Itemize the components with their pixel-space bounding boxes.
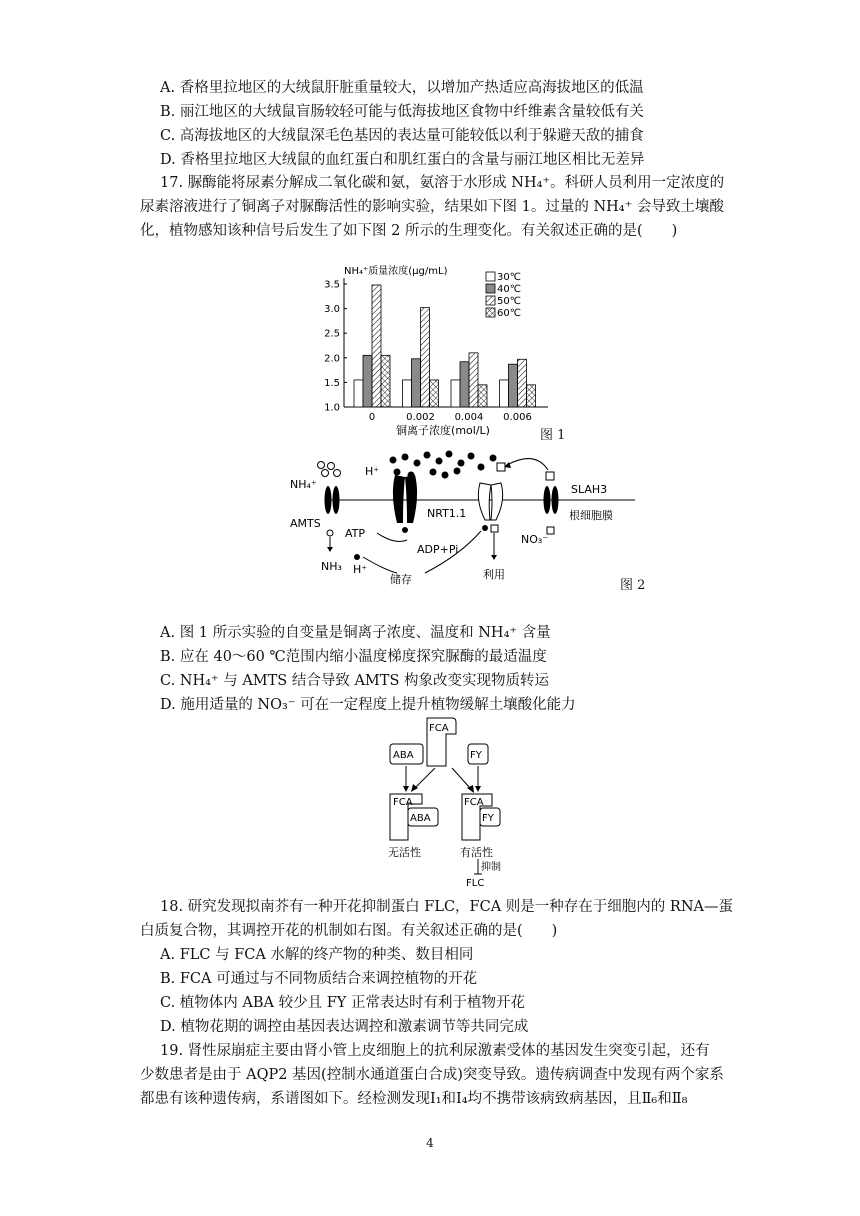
use-label: 利用 bbox=[483, 568, 505, 581]
nrt-label: NRT1.1 bbox=[427, 507, 467, 520]
chart-y-tick-label: 2.0 bbox=[324, 353, 340, 365]
amts-label: AMTS bbox=[290, 517, 321, 530]
chart-bar bbox=[500, 380, 509, 407]
chart-legend-label: 30℃ bbox=[497, 272, 521, 283]
chart-x-tick-label: 0 bbox=[368, 412, 376, 423]
chart-y-tick-label: 1.0 bbox=[324, 402, 340, 414]
q17-stem-line-2: 尿素溶液进行了铜离子对脲酶活性的影响实验，结果如下图 1。过量的 NH₄⁺ 会导致土壤酸 bbox=[140, 199, 724, 215]
chart-bar bbox=[412, 359, 421, 407]
q18-option-b: B. FCA 可通过与不同物质结合来调控植物的开花 bbox=[160, 971, 478, 987]
chart-x-tick-label: 0.002 bbox=[406, 412, 435, 423]
q17-option-a: A. 图 1 所示实验的自变量是铜离子浓度、温度和 NH₄⁺ 含量 bbox=[160, 625, 551, 641]
chart-bar bbox=[460, 362, 469, 407]
chart-bar bbox=[469, 353, 478, 407]
atp-label: ATP bbox=[345, 527, 366, 540]
h-inner-label: H⁺ bbox=[353, 563, 368, 576]
chart-legend-swatch bbox=[486, 272, 495, 281]
aba-bound-label: ABA bbox=[410, 813, 431, 824]
figure-2-label: 图 2 bbox=[620, 578, 646, 593]
no3-label: NO₃⁻ bbox=[521, 533, 549, 546]
chart-bar bbox=[478, 385, 487, 407]
q19-stem-line-1: 19. 肾性尿崩症主要由肾小管上皮细胞上的抗利尿激素受体的基因发生突变引起，还有 bbox=[160, 1043, 710, 1059]
nh4-label: NH₄⁺ bbox=[290, 478, 317, 491]
chart-bar bbox=[527, 385, 536, 407]
chart-legend-swatch bbox=[486, 308, 495, 317]
q17-option-d: D. 施用适量的 NO₃⁻ 可在一定程度上提升植物缓解土壤酸化能力 bbox=[160, 697, 576, 713]
chart-y-axis-label: NH₄⁺质量浓度(μg/mL) bbox=[344, 266, 448, 277]
chart-legend-label: 40℃ bbox=[497, 284, 521, 295]
q16-option-c: C. 高海拔地区的大绒鼠深毛色基因的表达量可能较低以利于躲避天敌的捕食 bbox=[160, 128, 644, 144]
chart-bar bbox=[363, 355, 372, 407]
q17-option-c: C. NH₄⁺ 与 AMTS 结合导致 AMTS 构象改变实现物质转运 bbox=[160, 673, 549, 689]
q18-stem-line-1: 18. 研究发现拟南芥有一种开花抑制蛋白 FLC，FCA 则是一种存在于细胞内的 RNA—蛋 bbox=[160, 899, 733, 915]
adp-label: ADP+Pi bbox=[417, 543, 459, 556]
chart-legend-label: 50℃ bbox=[497, 296, 521, 307]
active-label: 有活性 bbox=[460, 846, 493, 859]
h-plus-label: H⁺ bbox=[365, 465, 380, 478]
q18-option-a: A. FLC 与 FCA 水解的终产物的种类、数目相同 bbox=[160, 947, 474, 963]
nh3-label: NH₃ bbox=[321, 560, 342, 573]
chart-bar bbox=[354, 380, 363, 407]
page-number: 4 bbox=[426, 1136, 434, 1150]
fca-top-label: FCA bbox=[429, 723, 449, 734]
chart-legend-swatch bbox=[486, 296, 495, 305]
fca-inactive-label: FCA bbox=[393, 797, 413, 808]
q18-stem-line-2: 白质复合物，其调控开花的机制如右图。有关叙述正确的是( ) bbox=[140, 923, 558, 939]
q18-option-d: D. 植物花期的调控由基因表达调控和激素调节等共同完成 bbox=[160, 1019, 529, 1035]
inhibit-label: 抑制 bbox=[481, 862, 501, 873]
q17-option-b: B. 应在 40～60 ℃范围内缩小温度梯度探究脲酶的最适温度 bbox=[160, 649, 547, 665]
figure-1-bar-chart bbox=[300, 262, 600, 442]
q18-option-c: C. 植物体内 ABA 较少且 FY 正常表达时有利于植物开花 bbox=[160, 995, 525, 1011]
fy-bound-label: FY bbox=[482, 813, 494, 824]
fca-active-label: FCA bbox=[464, 797, 484, 808]
slah3-label: SLAH3 bbox=[571, 483, 608, 496]
chart-bar bbox=[509, 364, 518, 407]
inactive-label: 无活性 bbox=[388, 846, 421, 859]
chart-legend-swatch bbox=[486, 284, 495, 293]
chart-bar bbox=[430, 380, 439, 407]
chart-bar bbox=[451, 380, 460, 407]
chart-x-tick-label: 0.004 bbox=[454, 412, 484, 423]
q17-stem-line-3: 化，植物感知该种信号后发生了如下图 2 所示的生理变化。有关叙述正确的是( ) bbox=[140, 223, 678, 239]
chart-x-tick-label: 0.006 bbox=[503, 412, 532, 423]
chart-y-tick-label: 1.5 bbox=[324, 377, 340, 389]
aba-top-label: ABA bbox=[393, 750, 414, 761]
chart-bar bbox=[381, 355, 390, 407]
chart-y-tick-label: 3.0 bbox=[324, 304, 340, 316]
q16-option-d: D. 香格里拉地区大绒鼠的血红蛋白和肌红蛋白的含量与丽江地区相比无差异 bbox=[160, 152, 645, 168]
fy-top-label: FY bbox=[470, 750, 482, 761]
chart-bar bbox=[403, 380, 412, 407]
membrane-label: 根细胞膜 bbox=[569, 509, 613, 522]
figure-2-diagram bbox=[285, 445, 665, 595]
chart-bar bbox=[372, 285, 381, 407]
chart-bar bbox=[518, 359, 527, 407]
chart-y-tick-label: 2.5 bbox=[324, 328, 340, 340]
store-label: 储存 bbox=[390, 573, 412, 586]
chart-y-tick-label: 3.5 bbox=[324, 279, 340, 291]
q19-stem-line-3: 都患有该种遗传病，系谱图如下。经检测发现Ⅰ₁和Ⅰ₄均不携带该病致病基因，且Ⅱ₆和Ⅱ₈ bbox=[140, 1091, 688, 1107]
chart-legend-label: 60℃ bbox=[497, 308, 521, 319]
figure-1-label: 图 1 bbox=[540, 428, 566, 443]
figure-3-fca-diagram bbox=[380, 716, 510, 890]
q17-stem-line-1: 17. 脲酶能将尿素分解成二氧化碳和氨，氨溶于水形成 NH₄⁺。科研人员利用一定浓度的 bbox=[160, 175, 725, 191]
flc-label: FLC bbox=[466, 878, 485, 889]
chart-x-axis-label: 铜离子浓度(mol/L) bbox=[396, 424, 490, 437]
q19-stem-line-2: 少数患者是由于 AQP2 基因(控制水通道蛋白合成)突变导致。遗传病调查中发现有两个家系 bbox=[140, 1067, 724, 1083]
q16-option-a: A. 香格里拉地区的大绒鼠肝脏重量较大，以增加产热适应高海拔地区的低温 bbox=[160, 80, 644, 96]
chart-bar bbox=[421, 308, 430, 407]
q16-option-b: B. 丽江地区的大绒鼠盲肠较轻可能与低海拔地区食物中纤维素含量较低有关 bbox=[160, 104, 644, 120]
